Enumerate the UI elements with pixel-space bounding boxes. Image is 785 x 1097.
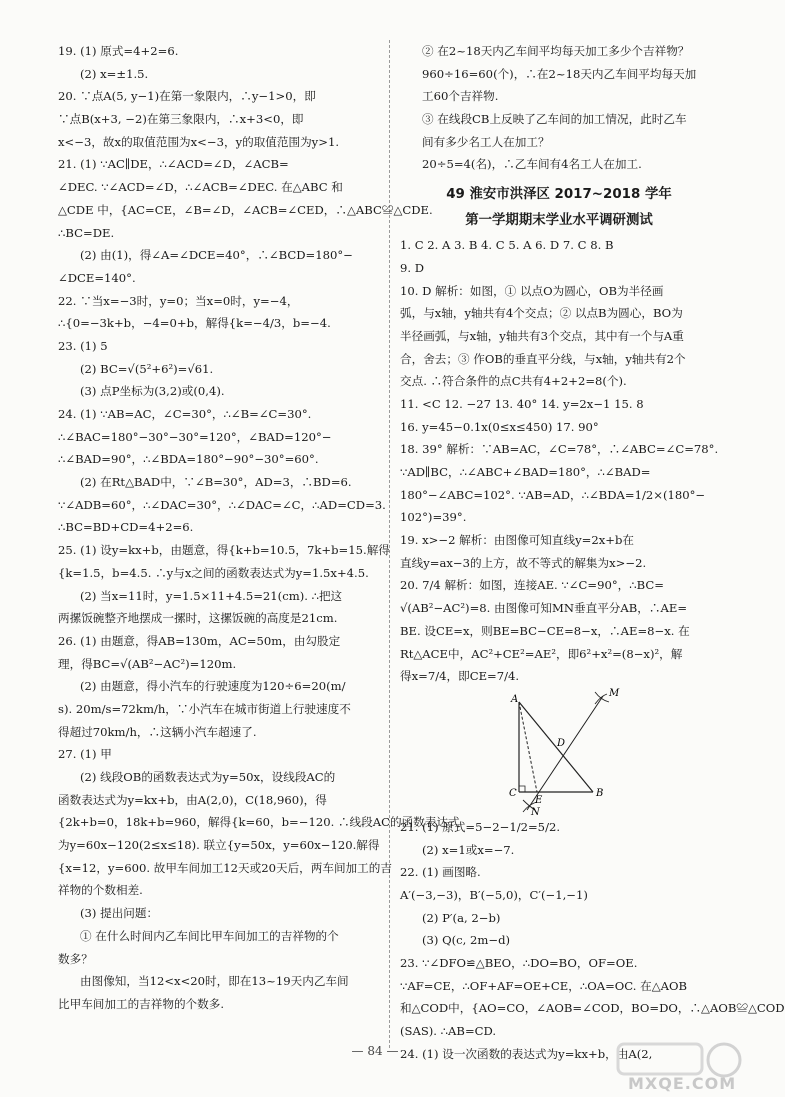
left-text-line: ∴∠BAC=180°−30°−30°=120°，∠BAD=120°− xyxy=(58,429,332,444)
left-text-line: 理，得BC=√(AB²−AC²)=120m. xyxy=(58,656,237,671)
left-text-line: (2) 由(1)，得∠A=∠DCE=40°，∴∠BCD=180°− xyxy=(80,248,353,263)
left-text-line: 两摞饭碗整齐地摆成一摞时，这摞饭碗的高度是21cm. xyxy=(58,611,338,626)
right-top-text-line: 20÷5=4(名)，∴乙车间有4名工人在加工. xyxy=(422,157,642,172)
left-text-line: (3) 点P坐标为(3,2)或(0,4). xyxy=(80,384,225,399)
left-text-line: (2) BC=√(5²+6²)=√61. xyxy=(80,361,214,376)
right-mid-text-line: 弧，与x轴，y轴共有4个交点；② 以点B为圆心，BO为 xyxy=(400,306,683,321)
label-B: B xyxy=(596,787,604,799)
left-text-line: {x=12，y=600. 故甲车间加工12天或20天后，两车间加工的吉 xyxy=(58,860,392,875)
right-mid-text-line: 得x=7/4，即CE=7/4. xyxy=(400,669,520,684)
right-mid-text-line: 180°−∠ABC=102°. ∵AB=AD，∴∠BDA=1/2×(180°− xyxy=(400,487,706,502)
left-text-line: (2) x=±1.5. xyxy=(80,66,149,81)
left-text-line: {2k+b=0，18k+b=960，解得{k=60，b=−120. ∴线段AC的函数表达式 xyxy=(58,815,460,830)
right-mid-text-line: BE. 设CE=x，则BE=BC−CE=8−x，∴AE=8−x. 在 xyxy=(400,623,690,638)
right-bottom-text-line: 24. (1) 设一次函数的表达式为y=kx+b，由A(2, xyxy=(400,1046,653,1061)
right-mid-text-line: Rt△ACE中，AC²+CE²=AE²，即6²+x²=(8−x)²，解 xyxy=(400,646,683,661)
left-text-line: 得超过70km/h，∴这辆小汽车超速了. xyxy=(58,724,257,739)
left-text-line: (3) 提出问题： xyxy=(80,906,159,921)
left-text-line: 数多？ xyxy=(58,951,93,966)
left-text-line: ∴BC=BD+CD=4+2=6. xyxy=(58,520,194,535)
right-bottom-text-line: A′(−3,−3)，B′(−5,0)，C′(−1,−1) xyxy=(400,887,588,902)
left-text-line: 20. ∵点A(5, y−1)在第一象限内，∴y−1>0，即 xyxy=(58,89,316,104)
right-mid-text-line: 半径画弧，与x轴，y轴共有3个交点，其中有一个与A重 xyxy=(400,328,684,343)
left-text-line: 比甲车间加工的吉祥物的个数多. xyxy=(58,996,224,1011)
right-mid-text-line: 直线y=ax−3的上方，故不等式的解集为x>−2. xyxy=(400,555,647,570)
left-text-line: 22. ∵当x=−3时，y=0；当x=0时，y=−4， xyxy=(58,293,299,308)
right-mid-text-line: 1. C 2. A 3. B 4. C 5. A 6. D 7. C 8. B xyxy=(400,238,614,253)
right-top-block xyxy=(400,40,718,176)
right-mid-text-line: √(AB²−AC²)=8. 由图像可知MN垂直平分AB，∴AE= xyxy=(400,601,688,616)
right-bottom-text-line: 21. (1) 原式=5−2−1/2=5/2. xyxy=(400,819,561,834)
right-top-text-line: ② 在2~18天内乙车间平均每天加工多少个吉祥物？ xyxy=(422,44,690,58)
right-mid-text-line: 18. 39° 解析：∵AB=AC，∠C=78°，∴∠ABC=∠C=78°. xyxy=(400,442,719,457)
left-text-line: (2) 当x=11时，y=1.5×11+4.5=21(cm). ∴把这 xyxy=(80,588,343,603)
right-column xyxy=(400,40,785,1065)
right-mid-text-line: 9. D xyxy=(400,260,425,275)
right-mid-text-line: 合，舍去；③ 作OB的垂直平分线，与x轴，y轴共有2个 xyxy=(400,351,686,366)
label-E: E xyxy=(535,794,543,806)
section-title-line-2: 第一学期期末学业水平调研测试 xyxy=(465,213,653,229)
left-text-line: {k=1.5，b=4.5. ∴y与x之间的函数表达式为y=1.5x+4.5. xyxy=(58,565,369,580)
page-number: — 84 — xyxy=(351,1044,399,1058)
right-bottom-text-line: ∵AF=CE，∴OF+AF=OE+CE，∴OA=OC. 在△AOB xyxy=(400,978,688,993)
right-bottom-text-line: (3) Q(c, 2m−d) xyxy=(422,933,511,948)
right-bottom-text-line: (2) x=1或x=−7. xyxy=(422,842,515,857)
left-text-line: s). 20m/s=72km/h，∵小汽车在城市街道上行驶速度不 xyxy=(58,701,351,716)
right-mid-text-line: 交点. ∴符合条件的点C共有4+2+2=8(个). xyxy=(400,374,627,389)
right-top-text-line: 960÷16=60(个)，∴在2~18天内乙车间平均每天加 xyxy=(422,66,697,81)
right-top-text-line: 间有多少名工人在加工？ xyxy=(422,134,550,149)
left-text-line: 由图像知，当12<x<20时，即在13~19天内乙车间 xyxy=(80,974,349,989)
right-top-text-line: ③ 在线段CB上反映了乙车间的加工情况，此时乙车 xyxy=(422,112,687,127)
right-bottom-text-line: 22. (1) 画图略. xyxy=(400,865,481,880)
left-text-line: ① 在什么时间内乙车间比甲车间加工的吉祥物的个 xyxy=(80,928,339,943)
left-text-line: x<−3，故x的取值范围为x<−3，y的取值范围为y>1. xyxy=(58,134,340,149)
triangle-diagram xyxy=(495,688,625,816)
right-mid-text-line: 102°)=39°. xyxy=(400,510,467,525)
left-text-line: 21. (1) ∵AC∥DE，∴∠ACD=∠D，∠ACB= xyxy=(58,157,289,172)
right-mid-text-line: 10. D 解析：如图，① 以点O为圆心，OB为半径画 xyxy=(400,283,664,298)
left-text-line: 祥物的个数相差. xyxy=(58,883,143,898)
right-bottom-text-line: (2) P′(a, 2−b) xyxy=(422,910,501,925)
right-mid-text-line: 11. <C 12. −27 13. 40° 14. y=2x−1 15. 8 xyxy=(400,396,644,411)
left-text-line: ∴∠BAD=90°，∴∠BDA=180°−90°−30°=60°. xyxy=(58,452,319,467)
right-mid-text-line: 20. 7/4 解析：如图，连接AE. ∵∠C=90°，∴BC= xyxy=(400,578,664,593)
right-bottom-text-line: (SAS). ∴AB=CD. xyxy=(400,1024,497,1039)
right-bottom-text-line: 和△COD中，{AO=CO，∠AOB=∠COD，BO=DO，∴△AOB≌△COD xyxy=(400,1001,785,1016)
right-bottom-block xyxy=(400,816,785,1066)
right-top-text-line: 工60个吉祥物. xyxy=(422,89,499,104)
left-text-line: ∴BC=DE. xyxy=(58,225,115,240)
label-N: N xyxy=(531,806,540,818)
right-mid-text-line: ∵AD∥BC，∴∠ABC+∠BAD=180°，∴∠BAD= xyxy=(400,465,651,479)
right-mid-text-line: 19. x>−2 解析：由图像可知直线y=2x+b在 xyxy=(400,533,634,548)
label-C: C xyxy=(509,787,517,799)
left-text-line: ∵∠ADB=60°，∴∠DAC=30°，∴∠DAC=∠C，∴AD=CD=3. xyxy=(58,497,386,512)
left-text-line: (2) 在Rt△BAD中，∵∠B=30°，AD=3，∴BD=6. xyxy=(80,475,352,490)
left-text-line: 25. (1) 设y=kx+b，由题意，得{k+b=10.5，7k+b=15.解得 xyxy=(58,543,390,558)
left-text-line: 24. (1) ∵AB=AC，∠C=30°，∴∠B=∠C=30°. xyxy=(58,407,312,421)
geometry-figure xyxy=(400,688,718,816)
left-text-line: ∠DEC. ∵∠ACD=∠D，∴∠ACB=∠DEC. 在△ABC 和 xyxy=(58,180,343,195)
label-A: A xyxy=(511,693,519,705)
label-D: D xyxy=(557,737,566,749)
left-text-line: 26. (1) 由题意，得AB=130m，AC=50m，由勾股定 xyxy=(58,633,341,648)
left-text-line: 23. (1) 5 xyxy=(58,338,108,353)
left-text-line: 为y=60x−120(2≤x≤18). 联立{y=50x，y=60x−120.解得 xyxy=(58,838,380,853)
watermark-text: MXQE.COM xyxy=(628,1074,737,1093)
right-mid-text-line: 16. y=45−0.1x(0≤x≤450) 17. 90° xyxy=(400,419,599,434)
left-text-line: △CDE 中，{AC=CE，∠B=∠D，∠ACB=∠CED，∴△ABC≌△CDE. xyxy=(58,202,433,217)
left-text-line: 27. (1) 甲 xyxy=(58,747,112,762)
left-text-line: (2) 线段OB的函数表达式为y=50x，设线段AC的 xyxy=(80,770,336,784)
left-text-line: ∴{0=−3k+b，−4=0+b，解得{k=−4/3，b=−4. xyxy=(58,316,331,331)
left-text-line: (2) 由题意，得小汽车的行驶速度为120÷6=20(m/ xyxy=(80,679,346,694)
left-text-line: 19. (1) 原式=4+2=6. xyxy=(58,44,179,58)
right-bottom-text-line: 23. ∵∠DFO≌△BEO，∴DO=BO，OF=OE. xyxy=(400,956,638,970)
left-text-line: ∵点B(x+3, −2)在第三象限内，∴x+3<0，即 xyxy=(58,112,304,127)
section-title-line-1: 49 淮安市洪泽区 2017~2018 学年 xyxy=(446,187,672,203)
left-text-line: ∠DCE=140°. xyxy=(58,270,136,285)
right-mid-block xyxy=(400,234,718,688)
label-M: M xyxy=(609,687,620,699)
left-text-line: 函数表达式为y=kx+b，由A(2,0)，C(18,960)，得 xyxy=(58,792,327,807)
